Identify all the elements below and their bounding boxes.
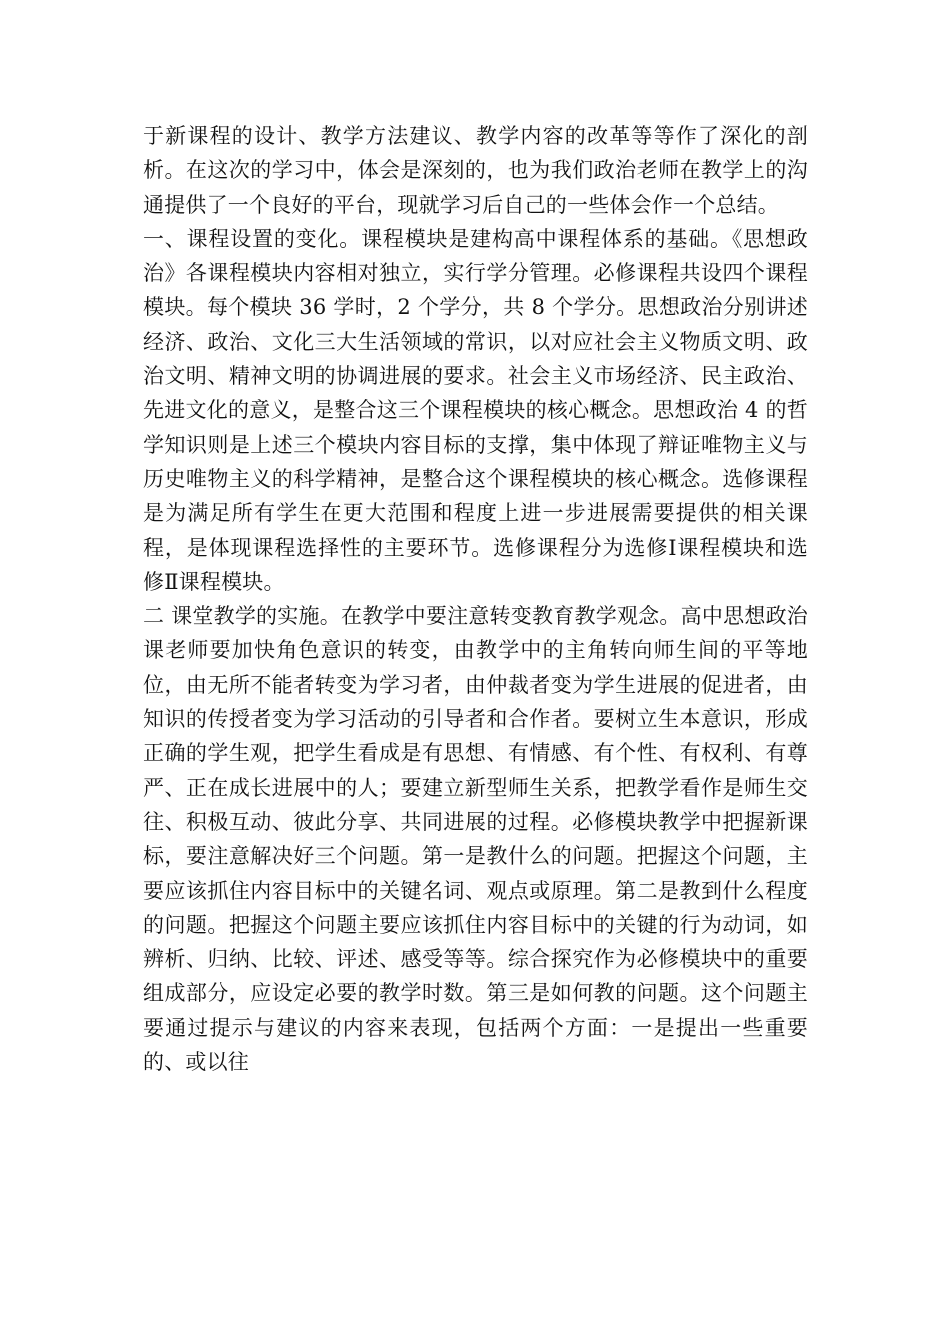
paragraph-intro-continuation: 于新课程的设计、教学方法建议、教学内容的改革等等作了深化的剖析。在这次的学习中，体会是深刻的，也为我们政治老师在教学上的沟通提供了一个良好的平台，现就学习后自己的一些体会作一个总结。 — [143, 124, 808, 217]
document-page — [143, 119, 808, 1079]
paragraph-section-one: 一、课程设置的变化。课程模块是建构高中课程体系的基础。《思想政治》各课程模块内容相对独立，实行学分管理。必修课程共设四个课程模块。每个模块 36 学时，2 个学分，共 8 个学分。思想政治分别讲述经济、政治、文化三大生活领域的常识，以对应社会主义物质文明、政治文明、精神文明的协调进展的要求。社会主义市场经济、民主政治、先进文化的意义，是整合这三个课程模块的核心概念。思想政治 4 的哲学知识则是上述三个模块内容目标的支撑，集中体现了辩证唯物主义与历史唯物主义的科学精神，是整合这个课程模块的核心概念。选修课程是为满足所有学生在更大范围和程度上进一步进展需要提供的相关课程，是体现课程选择性的主要环节。选修课程分为选修Ⅰ课程模块和选修Ⅱ课程模块。 — [143, 226, 808, 594]
paragraph-section-two: 二 课堂教学的实施。在教学中要注意转变教育教学观念。高中思想政治课老师要加快角色意识的转变，由教学中的主角转向师生间的平等地位，由无所不能者转变为学习者，由仲裁者变为学生进展的促进者，由知识的传授者变为学习活动的引导者和合作者。要树立生本意识，形成正确的学生观，把学生看成是有思想、有情感、有个性、有权利、有尊严、正在成长进展中的人；要建立新型师生关系，把教学看作是师生交往、积极互动、彼此分享、共同进展的过程。必修模块教学中把握新课标，要注意解决好三个问题。第一是教什么的问题。把握这个问题，主要应该抓住内容目标中的关键名词、观点或原理。第二是教到什么程度的问题。把握这个问题主要应该抓住内容目标中的关键的行为动词，如辨析、归纳、比较、评述、感受等等。综合探究作为必修模块中的重要组成部分，应设定必要的教学时数。第三是如何教的问题。这个问题主要通过提示与建议的内容来表现，包括两个方面：一是提出一些重要的、或以往 — [143, 604, 808, 1075]
